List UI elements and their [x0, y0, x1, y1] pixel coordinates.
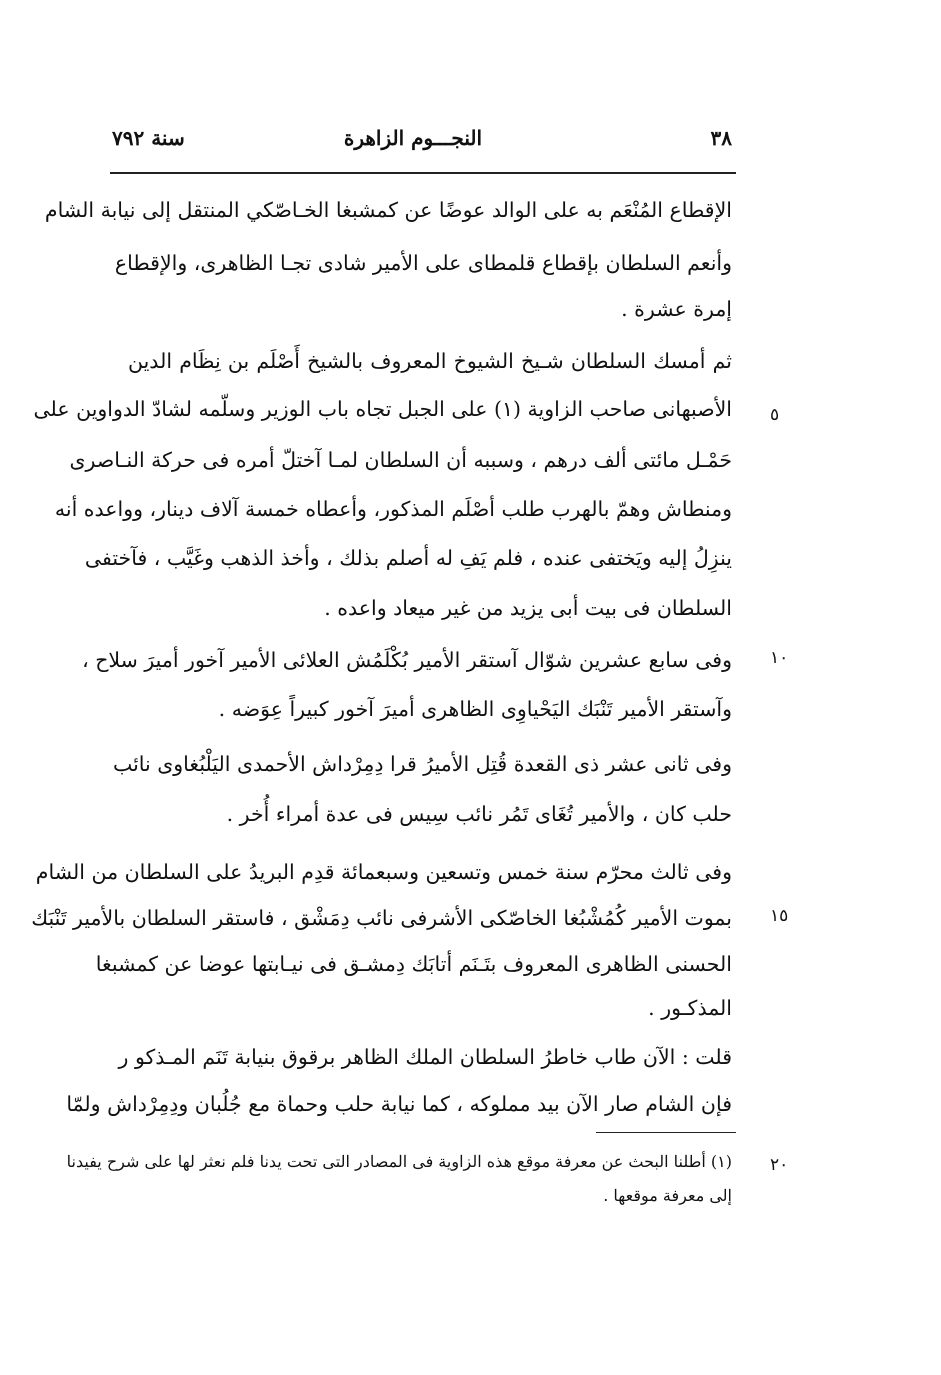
- line-number: ٢٠: [770, 1155, 789, 1175]
- line-number: ٥: [770, 405, 780, 425]
- footnote-line: (١) أطلنا البحث عن معرفة موقع هذه الزاوية فى المصادر التى تحت يدنا فلم نعثر لها على شرح يفيدنا: [66, 1152, 732, 1171]
- text-line: إمرة عشرة .: [621, 297, 732, 321]
- text-line: وآستقر الأمير تَنْبَك اليَحْياوِى الظاهرى أميرَ آخور كبيراً عِوَضه .: [218, 697, 732, 721]
- line-number: ١٥: [770, 906, 789, 926]
- text-line: الحسنى الظاهرى المعروف بتَـنَم أتابَك دِمشـق فى نيـابتها عوضا عن كمشبغا: [95, 952, 732, 976]
- page-number: ٣٨: [710, 126, 732, 150]
- text-line: وفى ثانى عشر ذى القعدة قُتِل الأميرُ قرا دِمِرْداش الأحمدى اليَلْبُغاوى نائب: [112, 752, 732, 776]
- text-line: الأصبهانى صاحب الزاوية (١) على الجبل تجاه باب الوزير وسلّمه لشادّ الدواوين على: [33, 397, 732, 421]
- footnote-line: إلى معرفة موقعها .: [603, 1186, 732, 1205]
- line-number: ١٠: [770, 648, 789, 668]
- header-year: سنة ٧٩٢: [112, 126, 185, 150]
- text-line: قلت : الآن طاب خاطرُ السلطان الملك الظاهر برقوق بنيابة تَنَم المـذكو ر: [118, 1045, 732, 1069]
- text-line: ومنطاش وهمّ بالهرب طلب أصْلَم المذكور، وأعطاه خمسة آلاف دينار، وواعده أنه: [54, 497, 732, 521]
- text-line: السلطان فى بيت أبى يزيد من غير ميعاد واعده .: [324, 596, 732, 620]
- text-line: وفى ثالث محرّم سنة خمس وتسعين وسبعمائة قدِم البريدُ على السلطان من الشام: [35, 860, 732, 884]
- text-line: المذكـور .: [648, 996, 732, 1020]
- text-line: الإقطاع المُنْعَم به على الوالد عوضًا عن كمشبغا الخـاصّكي المنتقل إلى نيابة الشام: [44, 198, 732, 222]
- text-line: ينزِلُ إليه ويَختفى عنده ، فلم يَفِ له أصلم بذلك ، وأخذ الذهب وغَيَّب ، فآختفى: [84, 546, 732, 570]
- text-line: وأنعم السلطان بإقطاع قلمطاى على الأمير شادى تجـا الظاهرى، والإقطاع: [114, 251, 732, 275]
- text-line: فإن الشام صار الآن بيد مملوكه ، كما نيابة حلب وحماة مع جُلُبان ودِمِرْداش ولمّا: [66, 1092, 732, 1116]
- text-line: حَمْـل مائتى ألف درهم ، وسببه أن السلطان لمـا آختلّ أمره فى حركة النـاصرى: [69, 448, 732, 472]
- text-line: وفى سابع عشرين شوّال آستقر الأمير بُكْلَمُش العلائى الأمير آخور أميرَ سلاح ،: [82, 648, 732, 672]
- book-title: النجـــوم الزاهرة: [343, 126, 482, 150]
- footnote-rule: [596, 1132, 736, 1133]
- text-line: ثم أمسك السلطان شـيخ الشيوخ المعروف بالشيخ أَصْلَم بن نِظَام الدين: [128, 349, 732, 373]
- main-text: [31, 0, 732, 1130]
- text-line: حلب كان ، والأمير تُغَاى تَمُر نائب سِيس فى عدة أمراء أُخر .: [226, 802, 732, 826]
- text-line: بموت الأمير كُمُشْبُغا الخاصّكى الأشرفى نائب دِمَشْق ، فاستقر السلطان بالأمير تَنْبَك: [31, 906, 732, 930]
